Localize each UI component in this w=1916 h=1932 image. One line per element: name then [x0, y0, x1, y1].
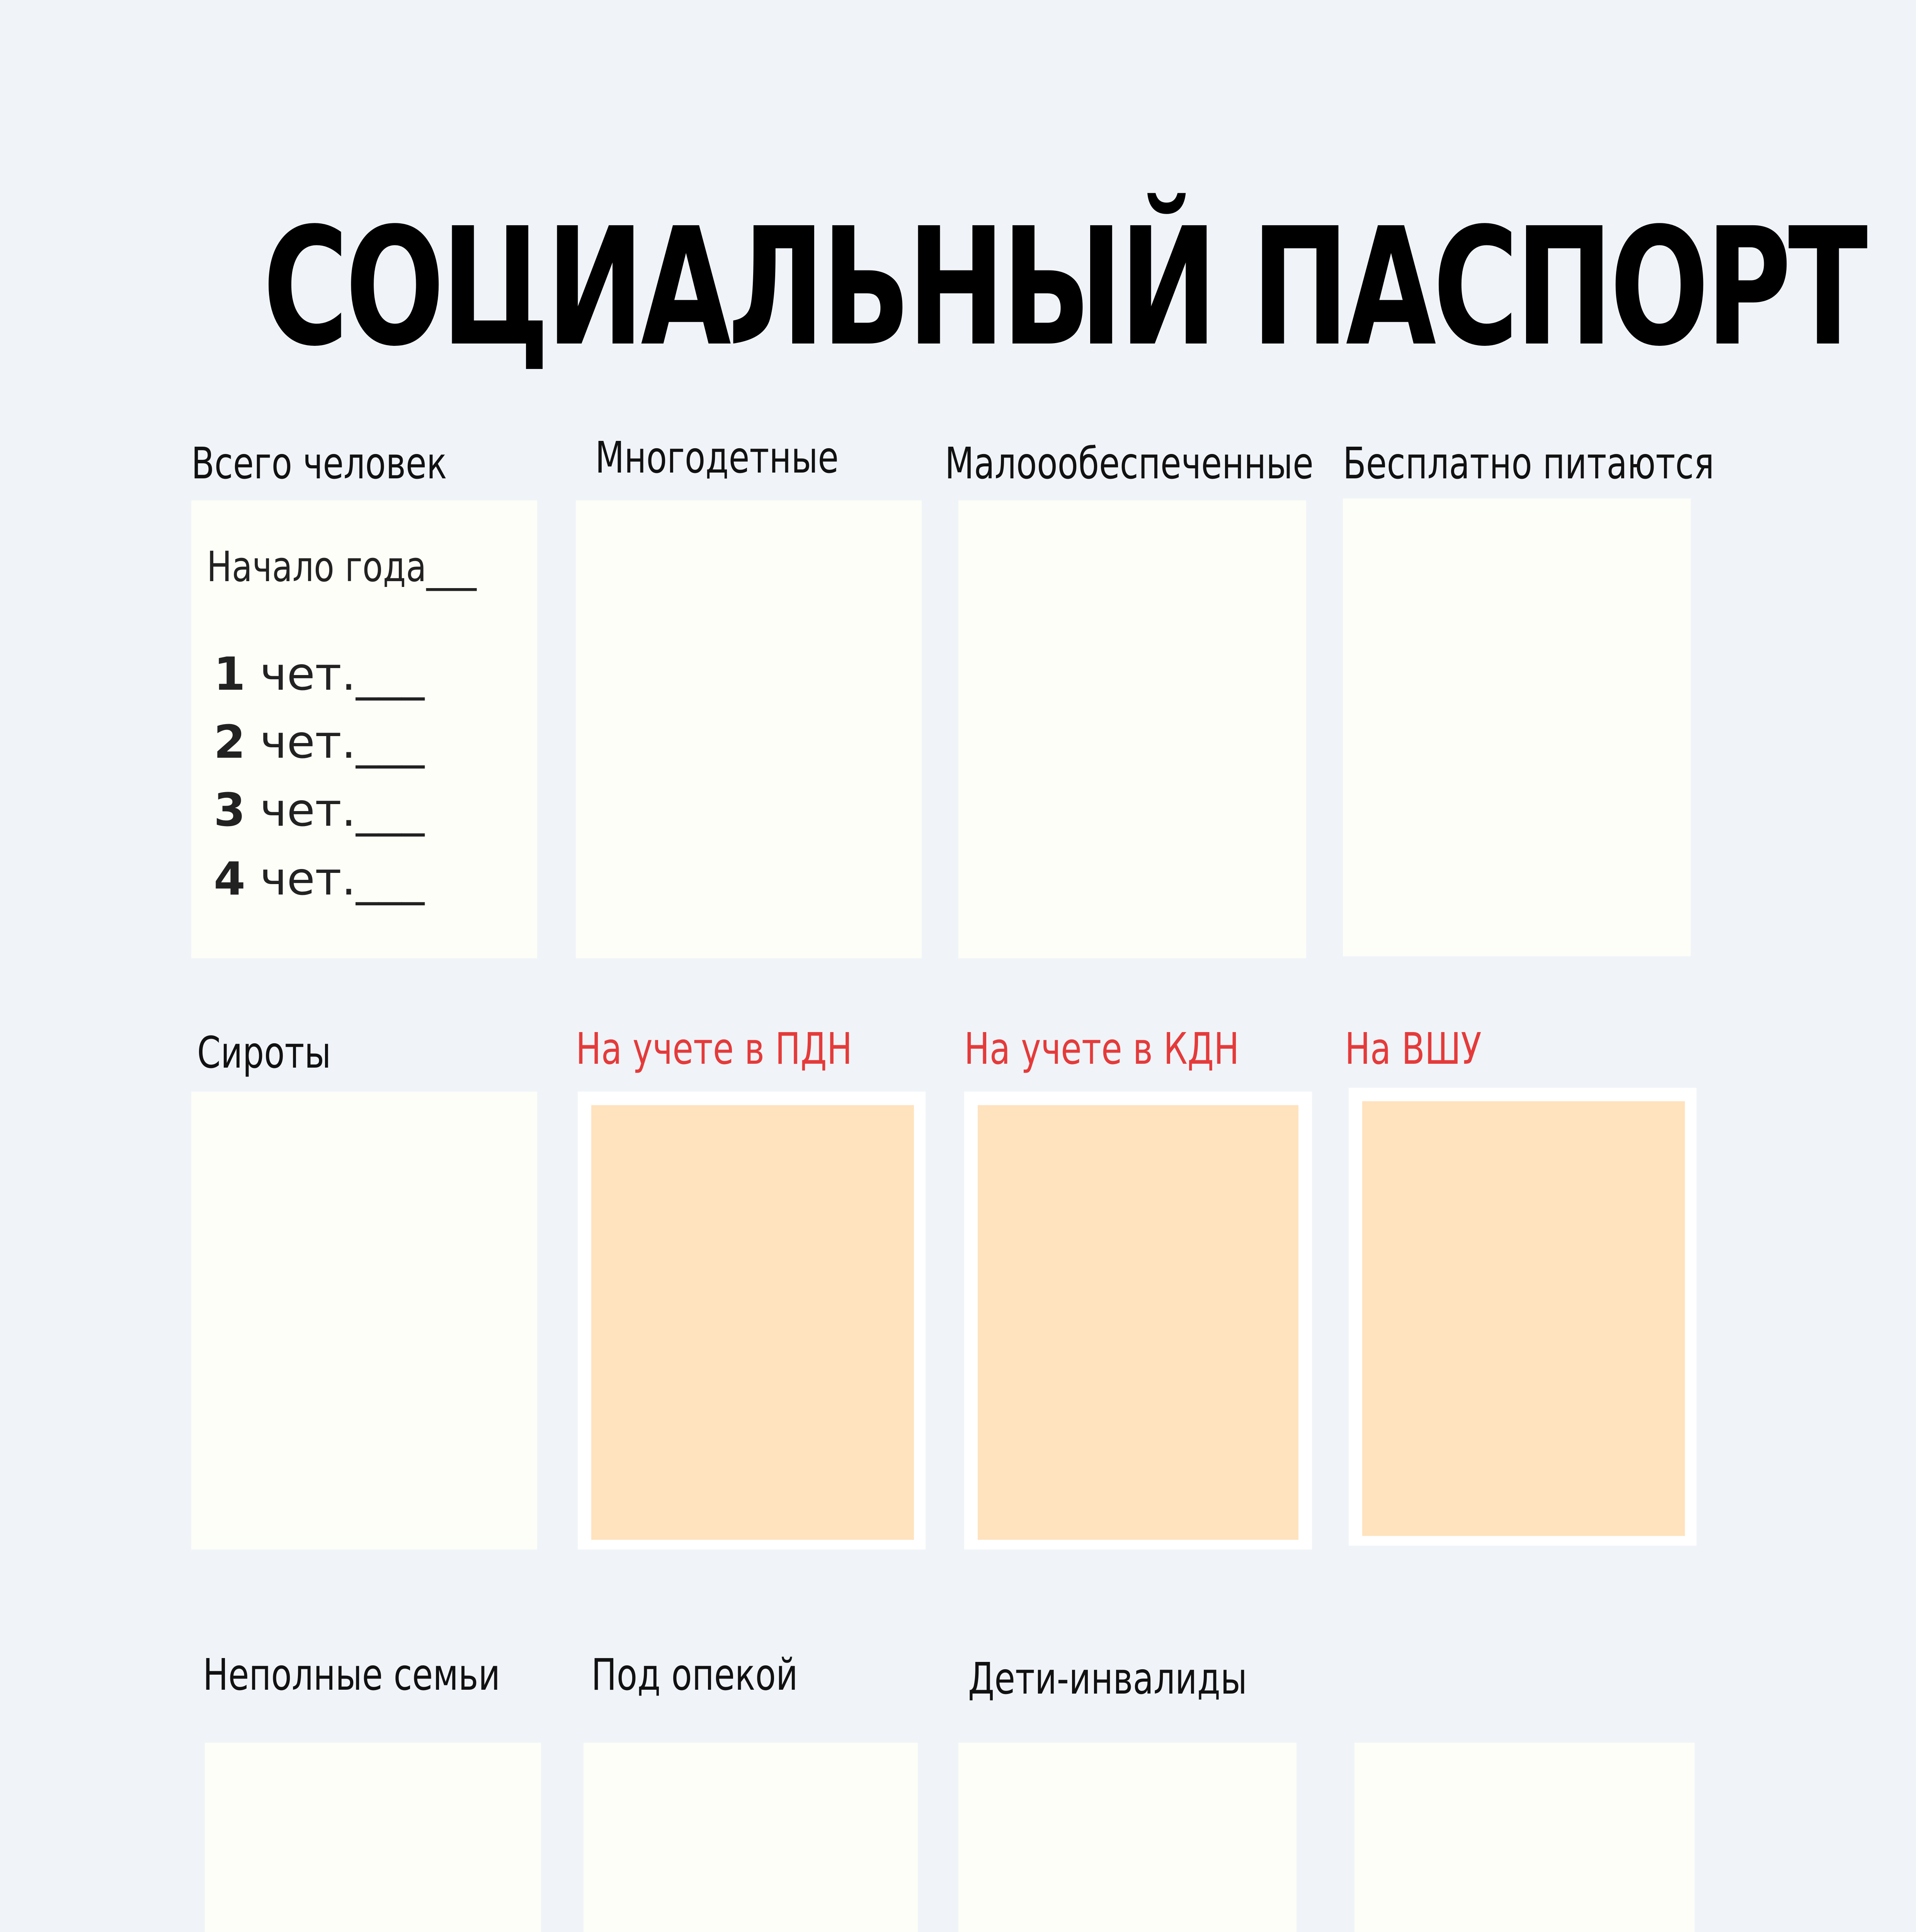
start-of-year-field: Начало года___: [207, 543, 476, 591]
label-orphans: Сироты: [197, 1028, 331, 1078]
pdn-box[interactable]: [591, 1105, 914, 1540]
label-large-families: Многодетные: [595, 433, 839, 483]
guardianship-box[interactable]: [584, 1743, 918, 1932]
disabled-children-box[interactable]: [958, 1743, 1297, 1932]
label-disabled-children: Дети-инвалиды: [968, 1654, 1247, 1704]
label-free-meals: Бесплатно питаются: [1343, 439, 1714, 489]
single-parent-box[interactable]: [205, 1743, 541, 1932]
kdn-box[interactable]: [978, 1105, 1298, 1540]
label-vshu: На ВШУ: [1345, 1024, 1482, 1074]
low-income-box[interactable]: [958, 500, 1306, 958]
label-pdn: На учете в ПДН: [576, 1024, 853, 1074]
label-guardianship: Под опекой: [591, 1650, 798, 1700]
label-kdn: На учете в КДН: [964, 1024, 1239, 1074]
quarter-1-field: 1 чет.___: [214, 647, 425, 701]
free-meals-box[interactable]: [1343, 498, 1691, 956]
quarter-3-field: 3 чет.___: [214, 783, 425, 837]
extra-box[interactable]: [1354, 1743, 1695, 1932]
quarter-4-field: 4 чет.___: [214, 852, 425, 905]
page-title: СОЦИАЛЬНЫЙ ПАСПОРТ: [263, 193, 1865, 382]
orphans-box[interactable]: [191, 1092, 537, 1549]
large-families-box[interactable]: [576, 500, 922, 958]
quarter-2-field: 2 чет.___: [214, 715, 425, 769]
total-people-box[interactable]: [191, 500, 537, 958]
vshu-box[interactable]: [1362, 1101, 1685, 1536]
label-single-parent: Неполные семьи: [203, 1650, 500, 1700]
label-total-people: Всего человек: [191, 439, 447, 489]
label-low-income: Малоообеспеченные: [945, 439, 1314, 489]
